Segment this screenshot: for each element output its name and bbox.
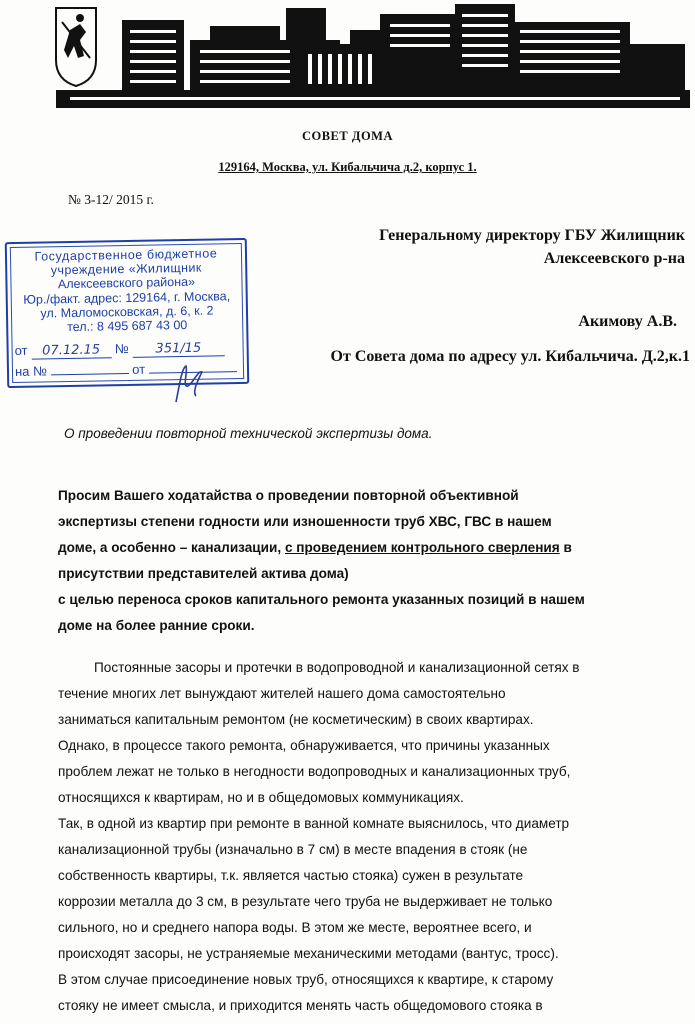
stamp-from-label: от — [14, 342, 28, 358]
request-text: в — [559, 540, 572, 555]
stamp-no-from-label: от — [132, 361, 146, 377]
request-line — [58, 540, 572, 555]
stamp-no-label: на № — [14, 363, 48, 379]
request-line: Просим Вашего ходатайства о проведении повторной объективной — [58, 488, 519, 503]
body-line: собственность квартиры, т.к. является частью стояка) сужен в результате — [58, 868, 524, 883]
body-line: канализационной трубы (изначально в 7 см) в месте впадения в стояк (не — [58, 842, 528, 857]
body-line: Однако, в процессе такого ремонта, обнаруживается, что причины указанных — [58, 738, 550, 753]
signature-scribble-icon — [168, 362, 208, 408]
body-line: относящихся к квартирам, но и в общедомовых коммуникациях. — [58, 790, 464, 805]
stamp-line: Алексеевского района» — [57, 274, 196, 292]
addressee-organization: Алексеевского р-на — [543, 250, 685, 267]
moscow-coat-of-arms-icon — [56, 8, 96, 86]
body-line: сильного, но и среднего напора воды. В этом же месте, вероятнее всего, и — [58, 920, 532, 935]
council-title: СОВЕТ ДОМА — [301, 129, 394, 143]
stamp-reg-number: 351/15 — [155, 340, 202, 357]
body-line: коррозии металла до 3 см, в результате чего труба не выдерживает не только — [58, 894, 553, 909]
body-line: стояку не имеет смысла, и приходится менять часть общедомового стояка в — [58, 998, 543, 1013]
document-number: № 3-12/ 2015 г. — [68, 192, 154, 207]
letter-subject: О проведении повторной технической экспертизы дома. — [64, 426, 433, 441]
header-building-graphic — [50, 0, 695, 112]
body-line: происходят засоры, не устраняемые механическими методами (вантус, тросс). — [58, 946, 559, 961]
request-underlined-text: с проведением контрольного сверления — [284, 540, 560, 555]
stamp-line: тел.: 8 495 687 43 00 — [67, 317, 188, 335]
registration-stamp — [5, 238, 250, 388]
request-line: присутствии представителей актива дома) — [58, 566, 349, 581]
stamp-number-symbol: № — [114, 340, 129, 357]
stamp-date: 07.12.15 — [42, 342, 101, 359]
stamp-line: Государственное бюджетное — [34, 246, 218, 264]
stamp-line: учреждение «Жилищник — [50, 260, 202, 278]
addressee-name: Акимову А.В. — [578, 313, 677, 330]
request-text: доме, а особенно – канализации, — [58, 540, 285, 555]
stamp-line: ул. Маломосковская, д. 6, к. 2 — [40, 303, 214, 321]
body-line: В этом случае присоединение новых труб, относящихся к квартире, к старому — [58, 972, 554, 987]
council-address: 129164, Москва, ул. Кибальчича д.2, корпус 1. — [218, 160, 477, 174]
request-line: доме на более ранние сроки. — [58, 618, 255, 633]
request-line: с целью переноса сроков капитального ремонта указанных позиций в нашем — [58, 592, 585, 607]
request-line: экспертизы степени годности или изношенности труб ХВС, ГВС в нашем — [58, 514, 552, 529]
body-line: течение многих лет вынуждают жителей нашего дома самостоятельно — [58, 686, 506, 701]
sender-line: От Совета дома по адресу ул. Кибальчича. Д.2,к.1 — [330, 348, 690, 365]
body-line: Так, в одной из квартир при ремонте в ванной комнате выяснилось, что диаметр — [58, 816, 570, 831]
body-line: проблем лежат не только в негодности водопроводных и канализационных труб, — [58, 764, 571, 779]
body-line: заниматься капитальным ремонтом (не косметическим) в своих квартирах. — [58, 712, 534, 727]
addressee-position: Генеральному директору ГБУ Жилищник — [379, 227, 685, 244]
body-line: Постоянные засоры и протечки в водопроводной и канализационной сетях в — [94, 660, 580, 675]
stamp-line: Юр./факт. адрес: 129164, г. Москва, — [23, 289, 231, 307]
